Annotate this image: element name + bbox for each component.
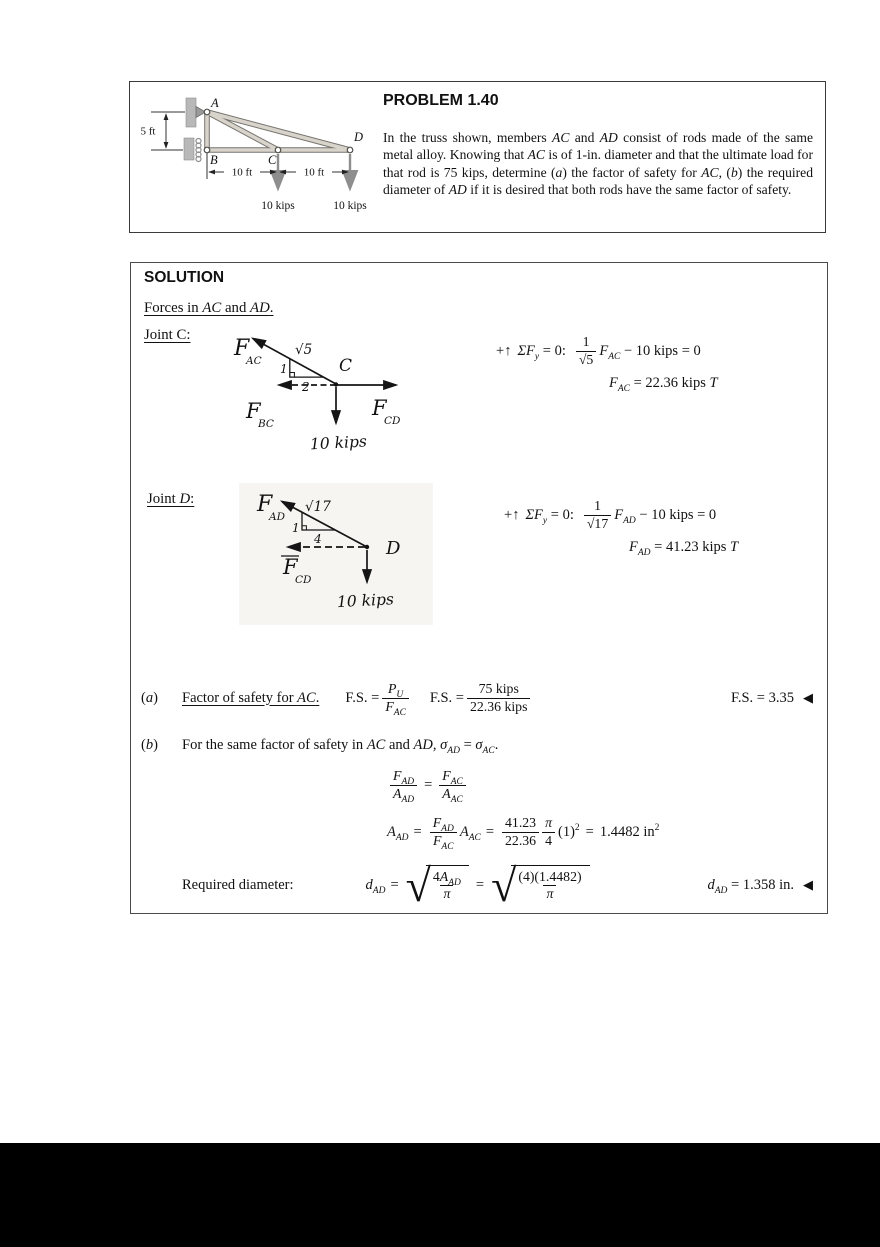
hypotenuse-label: √5 [295, 342, 313, 358]
joint-label: D [386, 538, 401, 559]
force-ac-label: F [234, 336, 250, 361]
truss-members [207, 112, 350, 150]
part-a-heading: Factor of safety for AC. [182, 689, 320, 706]
joint-d-sketch [239, 483, 433, 625]
load-label: 10 kips [336, 590, 395, 612]
forces-subheading: Forces in AC and AD. [144, 300, 274, 316]
joint-c-sketch [226, 321, 438, 463]
force-ad-sub: AD [269, 511, 286, 523]
joint-c-result: $F_{AC} = 22.36$ kips T [609, 375, 718, 394]
joint-d-result: $F_{AD} = 41.23$ kips T [629, 539, 739, 558]
problem-statement: In the truss shown, members AC and AD consist of rods made of the same metal alloy. Knowing that AC is of 1-in. diameter and that the ultimate load for that rod is 75 kips, determine (a) the factor of safety for AC, (b) the required diameter of AD if it is desired that both rods have the same factor of safety. [383, 130, 814, 197]
rise-label: 1 [280, 362, 288, 376]
joint-a-label: A [211, 96, 219, 110]
answer-marker-icon: ◀ [803, 877, 813, 893]
part-a-row: (a) Factor of safety for AC. F.S. = $\frac{P_U}{F_{AC}}$ F.S. = $\frac{\text{75 kips}}{\text{22.36 kips}}$ F.S. = 3.35 ◀ [141, 681, 813, 718]
joint-label: C [339, 356, 353, 376]
fs-value-fraction: $\frac{\text{75 kips}}{\text{22.36 kips}}$ [467, 681, 531, 715]
part-b-answer: $d_{AD} = 1.358$ in. ◀ [707, 876, 813, 896]
part-b-row [141, 737, 498, 754]
fs-definition-fraction: $\frac{P_U}{F_{AC}}$ [382, 681, 409, 715]
part-b-text: For the same factor of safety in AC and AD, $\sigma_{AD} = \sigma_{AC}$. [182, 737, 499, 756]
solution-heading: SOLUTION [144, 269, 225, 286]
radical-symbolic: √ $\frac{4A_{AD}}{\pi}$ [406, 865, 469, 905]
part-a-tag: (a) [141, 689, 158, 706]
joint-c-heading: Joint C: [144, 327, 191, 343]
force-bc-sub: BC [258, 418, 274, 430]
plus-arrow: +↑ [504, 506, 520, 523]
area-equation: $A_{AD}$ = $\frac{F_{AD}}{F_{AC}}$ $A_{AC}$ = $\frac{41.23}{22.36}$ $\frac{\pi}{4}$ $(1)^2$ = 1.4482 $in^2$ [387, 815, 660, 852]
dim-ab-label: 5 ft [140, 125, 156, 138]
dim-cd-label: 10 ft [303, 166, 325, 179]
rise-label: 1 [292, 521, 300, 535]
load-label: 10 kips [309, 432, 368, 454]
plus-arrow: +↑ [496, 342, 512, 359]
force-ac-sub: AC [246, 355, 262, 367]
radical-numeric: √ $\frac{(4)(1.4482)}{\pi}$ [491, 865, 589, 905]
force-cd-sub: CD [384, 415, 401, 427]
stress-equality-equation: $\frac{F_{AD}}{A_{AD}}$ = $\frac{F_{AC}}{A_{AC}}$ [387, 763, 469, 807]
problem-box [129, 81, 826, 233]
force-ad-label: F [257, 492, 273, 517]
truss-figure [135, 87, 380, 227]
roller-coil-icon [196, 139, 201, 162]
required-diameter-row: Required diameter: $d_{AD}$ = √ $\frac{4A_{AD}}{\pi}$ = √ $\frac{(4)(1.4482)}{\pi}$ $d_{AD} = 1.358$ in. ◀ [182, 860, 813, 911]
load-c-label: 10 kips [261, 200, 295, 212]
required-diameter-label: Required diameter: [182, 876, 294, 893]
joint-d-equation: +↑ $\Sigma F_y = 0$: $\frac{1}{√17}$ $F_{AD} - 10$ kips = 0 [504, 498, 717, 531]
run-label: 2 [302, 380, 310, 394]
joint-c-label: C [268, 153, 277, 167]
wall-supports [184, 98, 206, 162]
answer-marker-icon: ◀ [803, 690, 813, 706]
load-d-label: 10 kips [333, 200, 367, 212]
right-angle-tick [290, 373, 295, 378]
problem-title: PROBLEM 1.40 [383, 92, 499, 109]
joint-d-heading: Joint D: [147, 491, 195, 507]
hypotenuse-label: √17 [305, 499, 331, 515]
solution-box [130, 262, 828, 914]
part-a-answer: F.S. = 3.35 ◀ [730, 689, 813, 706]
force-cd-label: F [372, 396, 387, 420]
joint-d-label: D [354, 130, 364, 144]
run-label: 4 [314, 532, 322, 546]
force-bc-label: F [246, 399, 261, 423]
force-cd-sub: CD [295, 574, 312, 586]
force-cd-label: F [283, 555, 298, 579]
scan-black-bar [0, 1143, 880, 1247]
joint-c-equation: +↑ $\Sigma F_y = 0$: $\frac{1}{√5}$ $F_{AC} - 10$ kips = 0 [496, 334, 701, 367]
part-b-tag: (b) [141, 737, 158, 753]
dim-bc-label: 10 ft [231, 166, 253, 179]
joint-b-label: B [210, 153, 218, 167]
